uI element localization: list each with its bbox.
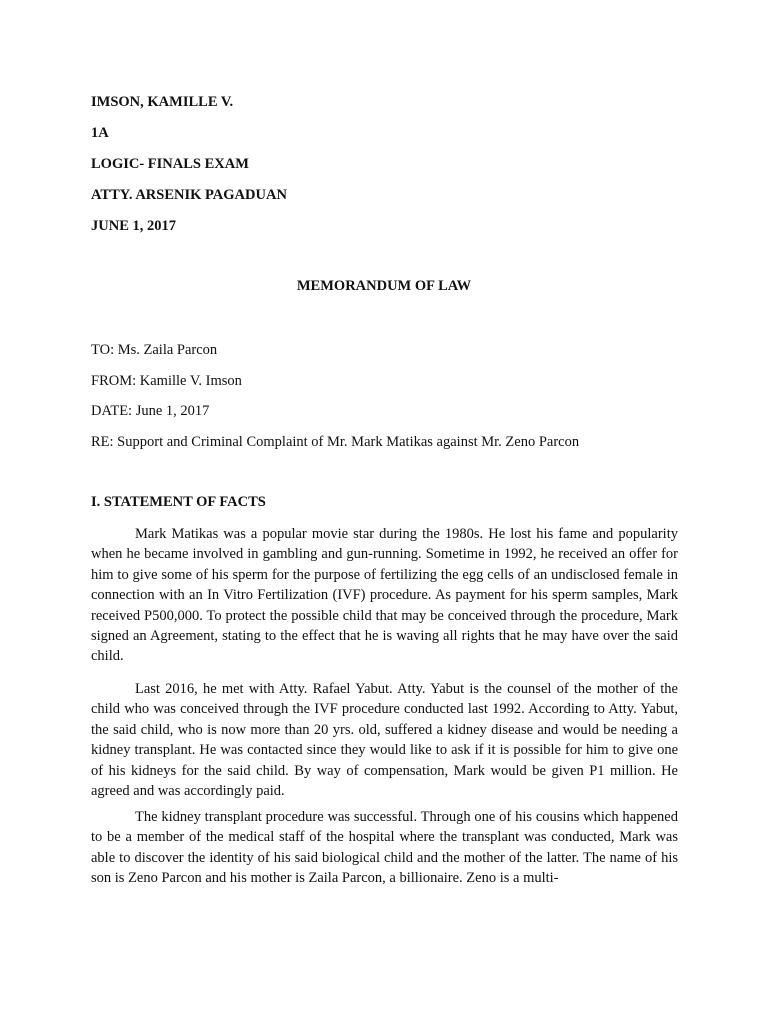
- instructor-name: ATTY. ARSENIK PAGADUAN: [91, 187, 287, 203]
- student-name: IMSON, KAMILLE V.: [91, 94, 234, 110]
- exam-date: JUNE 1, 2017: [91, 218, 176, 234]
- section-heading: I. STATEMENT OF FACTS: [91, 494, 266, 510]
- memo-to: TO: Ms. Zaila Parcon: [91, 342, 218, 358]
- paragraph: The kidney transplant procedure was successful. Through one of his cousins which happened to be a member of the medical staff of the hospital where the transplant was conducted, Mark was able to discover the identity of his said biological child and the mother of the latter. The name of his son is Zeno Parcon and his mother is Zaila Parcon, a billionaire. Zeno is a multi-: [91, 809, 678, 887]
- memo-from: FROM: Kamille V. Imson: [91, 373, 242, 389]
- memo-subject: RE: Support and Criminal Complaint of Mr. Mark Matikas against Mr. Zeno Parcon: [91, 434, 580, 450]
- paragraph: Mark Matikas was a popular movie star during the 1980s. He lost his fame and popularity when he became involved in gambling and gun-running. Sometime in 1992, he received an offer for him to give some of his sperm for the purpose of fertilizing the egg cells of an undisclosed female in connection with an In Vitro Fertilization (IVF) procedure. As payment for his sperm samples, Mark received P500,000. To protect the possible child that may be conceived through the procedure, Mark signed an Agreement, stating to the effect that he is waving all rights that he may have over the said child.: [91, 526, 678, 665]
- student-section: 1A: [91, 125, 109, 141]
- paragraph: Last 2016, he met with Atty. Rafael Yabut. Atty. Yabut is the counsel of the mother of the child who was conceived through the IVF procedure conducted last 1992. According to Atty. Yabut, the said child, who is now more than 20 yrs. old, suffered a kidney disease and would be needing a kidney transplant. He was contacted since they would like to ask if it is possible for him to give one of his kidneys for the said child. By way of compensation, Mark would be given P1 million. He agreed and was accordingly paid.: [91, 681, 678, 800]
- document-title: MEMORANDUM OF LAW: [296, 278, 472, 294]
- memo-date: DATE: June 1, 2017: [91, 403, 210, 419]
- course-name: LOGIC- FINALS EXAM: [91, 156, 249, 172]
